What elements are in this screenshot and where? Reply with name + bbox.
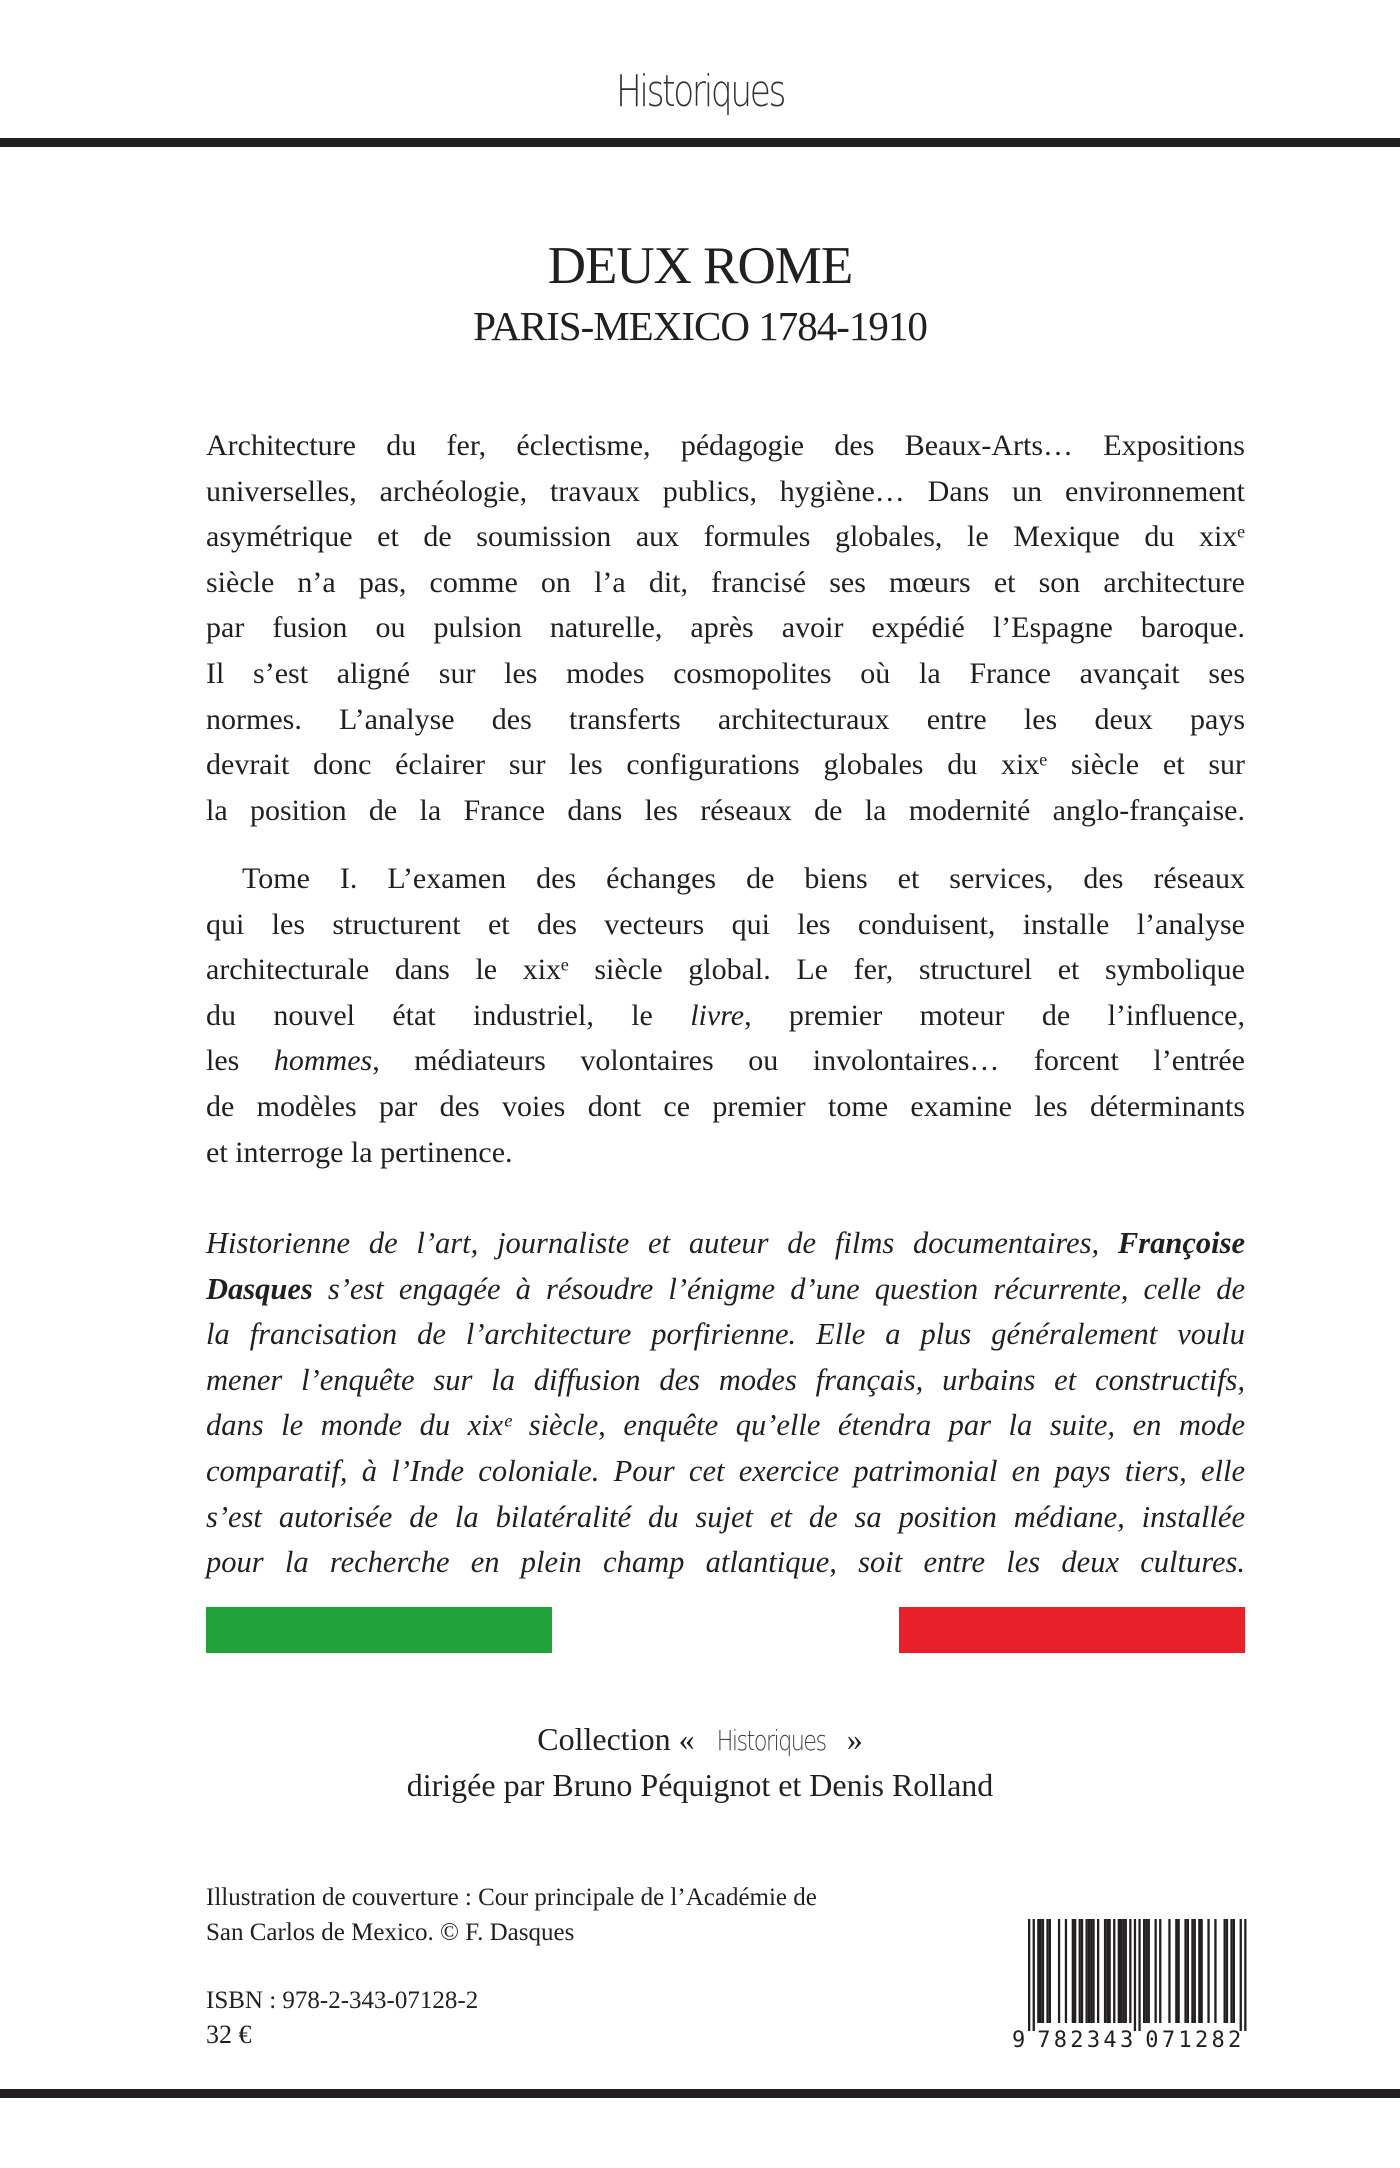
text-line bbox=[206, 1312, 1245, 1358]
text-line bbox=[206, 697, 1245, 743]
barcode-bar bbox=[1198, 1919, 1200, 2023]
text-segment: de modèles par des voies dont ce premier tome examine les déterminants bbox=[206, 1089, 1245, 1123]
barcode-bar bbox=[1072, 1919, 1074, 2023]
text-line bbox=[206, 1403, 1245, 1449]
barcode-bar bbox=[1168, 1919, 1170, 2023]
barcode-bar bbox=[1233, 1919, 1235, 2023]
collection-line bbox=[0, 1721, 1400, 1758]
book-subtitle: PARIS-MEXICO 1784-1910 bbox=[473, 303, 927, 349]
barcode-digits: 9 bbox=[1012, 2028, 1026, 2053]
credits-line-2: San Carlos de Mexico. © F. Dasques bbox=[206, 1919, 575, 1946]
barcode-bar bbox=[1120, 1919, 1122, 2023]
barcode-bar bbox=[1049, 1919, 1051, 2023]
barcode-bar bbox=[1244, 1919, 1246, 2031]
text-line bbox=[206, 742, 1245, 788]
barcode-bar bbox=[1090, 1919, 1092, 2023]
text-segment: siècle n’a pas, comme on l’a dit, francisé ses mœurs et son architecture bbox=[206, 565, 1245, 599]
barcode-digits: 071282 bbox=[1145, 2028, 1242, 2053]
series-logo: Historiques bbox=[615, 66, 785, 117]
text-segment: , premier moteur de l’influence, bbox=[744, 998, 1245, 1032]
text-segment: s’est engagée à résoudre l’énigme d’une question récurrente, celle de bbox=[312, 1271, 1245, 1306]
text-line bbox=[206, 651, 1245, 697]
text-segment: Françoise bbox=[1117, 1226, 1245, 1260]
text-line bbox=[206, 1358, 1245, 1404]
barcode-bar bbox=[1230, 1919, 1232, 2023]
text-segment: Il s’est aligné sur les modes cosmopolites où la France avançait ses bbox=[206, 656, 1245, 690]
text-segment: devrait donc éclairer sur les configurations globales du xixᵉ siècle et sur bbox=[206, 748, 1245, 782]
text-segment: Historienne de l’art, journaliste et auteur de films documentaires, bbox=[206, 1226, 1118, 1260]
barcode-bar bbox=[1118, 1919, 1120, 2023]
barcode bbox=[1010, 1915, 1250, 2055]
barcode-bar bbox=[1201, 1919, 1203, 2023]
barcode-bar bbox=[1074, 1919, 1076, 2023]
green-flag-bar bbox=[206, 1607, 552, 1653]
barcode-bar bbox=[1058, 1919, 1060, 2023]
barcode-bar bbox=[1194, 1919, 1196, 2023]
barcode-bar bbox=[1079, 1919, 1081, 2023]
text-segment: Dasques bbox=[206, 1271, 313, 1306]
collection-name: Historiques bbox=[716, 1724, 826, 1757]
text-line bbox=[206, 1449, 1245, 1495]
barcode-bar bbox=[1033, 1919, 1035, 2031]
description-paragraph-1 bbox=[206, 423, 1245, 833]
text-segment: hommes bbox=[273, 1044, 373, 1078]
barcode-bar bbox=[1125, 1919, 1127, 2023]
text-segment: la francisation de l’architecture porfirienne. Elle a plus généralement voulu bbox=[206, 1317, 1245, 1352]
barcode-bar bbox=[1214, 1919, 1216, 2023]
barcode-bar bbox=[1046, 1919, 1048, 2023]
red-flag-bar bbox=[899, 1607, 1245, 1653]
collection-suffix: » bbox=[838, 1721, 863, 1757]
barcode-bar bbox=[1088, 1919, 1090, 2023]
barcode-bar bbox=[1109, 1919, 1111, 2023]
credits-line-1: Illustration de couverture : Cour principale de l’Académie de bbox=[206, 1884, 817, 1911]
barcode-bar bbox=[1086, 1919, 1088, 2023]
barcode-bar bbox=[1081, 1919, 1083, 2023]
text-line bbox=[206, 514, 1245, 560]
author-bio bbox=[206, 1221, 1245, 1586]
barcode-bar bbox=[1106, 1919, 1108, 2023]
barcode-bar bbox=[1134, 1919, 1136, 2031]
barcode-bar bbox=[1122, 1919, 1124, 2023]
description-paragraph-2 bbox=[206, 856, 1245, 1175]
barcode-bar bbox=[1037, 1919, 1039, 2023]
barcode-bar bbox=[1226, 1919, 1228, 2023]
barcode-bar bbox=[1224, 1919, 1226, 2023]
barcode-bar bbox=[1145, 1919, 1147, 2023]
barcode-bar bbox=[1065, 1919, 1067, 2023]
text-segment: , médiateurs volontaires ou involontaires… forcent l’entrée bbox=[372, 1044, 1245, 1078]
text-line bbox=[206, 1038, 1245, 1084]
text-segment: pour la recherche en plein champ atlantique, soit entre les deux cultures. bbox=[206, 1545, 1245, 1580]
barcode-bar bbox=[1184, 1919, 1186, 2023]
barcode-bar bbox=[1207, 1919, 1209, 2023]
text-segment: par fusion ou pulsion naturelle, après avoir expédié l’Espagne baroque. bbox=[206, 611, 1245, 645]
barcode-bar bbox=[1175, 1919, 1177, 2023]
barcode-bar bbox=[1155, 1919, 1157, 2023]
barcode-bar bbox=[1143, 1919, 1145, 2023]
text-segment: Architecture du fer, éclectisme, pédagogie des Beaux-Arts… Expositions bbox=[206, 429, 1245, 462]
text-segment: comparatif, à l’Inde coloniale. Pour cet exercice patrimonial en pays tiers, elle bbox=[206, 1453, 1245, 1488]
text-segment: du nouvel état industriel, le bbox=[206, 998, 691, 1032]
text-line bbox=[206, 1221, 1245, 1267]
text-segment: dans le monde du xixᵉ siècle, enquête qu’elle étendra par la suite, en mode bbox=[206, 1408, 1245, 1443]
book-title: DEUX ROME bbox=[547, 237, 853, 295]
text-segment: et interroge la pertinence. bbox=[206, 1135, 513, 1169]
barcode-bar bbox=[1159, 1919, 1161, 2023]
collection-directors: dirigée par Bruno Péquignot et Denis Rolland bbox=[406, 1767, 994, 1803]
text-segment: universelles, archéologie, travaux publics, hygiène… Dans un environnement bbox=[206, 474, 1245, 508]
text-line bbox=[206, 856, 1245, 902]
text-line bbox=[206, 1495, 1245, 1541]
text-segment: les bbox=[206, 1044, 274, 1078]
barcode-bar bbox=[1191, 1919, 1193, 2023]
text-segment: architecturale dans le xixᵉ siècle global. Le fer, structurel et symbolique bbox=[206, 953, 1245, 987]
isbn: ISBN : 978-2-343-07128-2 bbox=[206, 1987, 479, 2014]
text-line bbox=[206, 788, 1245, 834]
text-line bbox=[206, 1130, 1245, 1176]
text-line bbox=[206, 423, 1245, 469]
text-line bbox=[206, 947, 1245, 993]
barcode-bar bbox=[1187, 1919, 1189, 2023]
barcode-bar bbox=[1148, 1919, 1150, 2023]
barcode-bar bbox=[1042, 1919, 1044, 2023]
barcode-bar bbox=[1104, 1919, 1106, 2023]
barcode-bar bbox=[1129, 1919, 1131, 2023]
barcode-bar bbox=[1040, 1919, 1042, 2023]
barcode-bar bbox=[1097, 1919, 1099, 2023]
cover-credits bbox=[206, 1880, 817, 1950]
price: 32 € bbox=[206, 2020, 252, 2049]
barcode-bar bbox=[1113, 1919, 1115, 2023]
barcode-bar bbox=[1028, 1919, 1030, 2031]
text-segment: Tome I. L’examen des échanges de biens et services, des réseaux bbox=[242, 862, 1245, 895]
text-segment: asymétrique et de soumission aux formules globales, le Mexique du xixᵉ bbox=[206, 520, 1245, 554]
text-segment: qui les structurent et des vecteurs qui les conduisent, installe l’analyse bbox=[206, 907, 1245, 941]
text-line bbox=[206, 1540, 1245, 1586]
text-segment: la position de la France dans les réseaux de la modernité anglo-française. bbox=[206, 793, 1245, 827]
text-line bbox=[206, 560, 1245, 606]
text-line bbox=[206, 902, 1245, 948]
barcode-bar bbox=[1240, 1919, 1242, 2031]
top-rule bbox=[0, 138, 1400, 147]
barcode-bar bbox=[1178, 1919, 1180, 2023]
barcode-bar bbox=[1138, 1919, 1140, 2031]
text-line bbox=[206, 605, 1245, 651]
barcode-bar bbox=[1092, 1919, 1094, 2023]
text-segment: s’est autorisée de la bilatéralité du sujet et de sa position médiane, installée bbox=[206, 1499, 1245, 1534]
collection-prefix: Collection « bbox=[537, 1721, 703, 1757]
text-line bbox=[206, 1267, 1245, 1313]
text-segment: livre bbox=[690, 998, 745, 1032]
text-line bbox=[206, 1084, 1245, 1130]
barcode-digits: 782343 bbox=[1037, 2028, 1134, 2053]
text-line bbox=[206, 469, 1245, 515]
text-line bbox=[206, 993, 1245, 1039]
text-segment: mener l’enquête sur la diffusion des modes français, urbains et constructifs, bbox=[206, 1362, 1245, 1397]
text-segment: normes. L’analyse des transferts architecturaux entre les deux pays bbox=[206, 702, 1245, 736]
bottom-rule bbox=[0, 2089, 1400, 2098]
